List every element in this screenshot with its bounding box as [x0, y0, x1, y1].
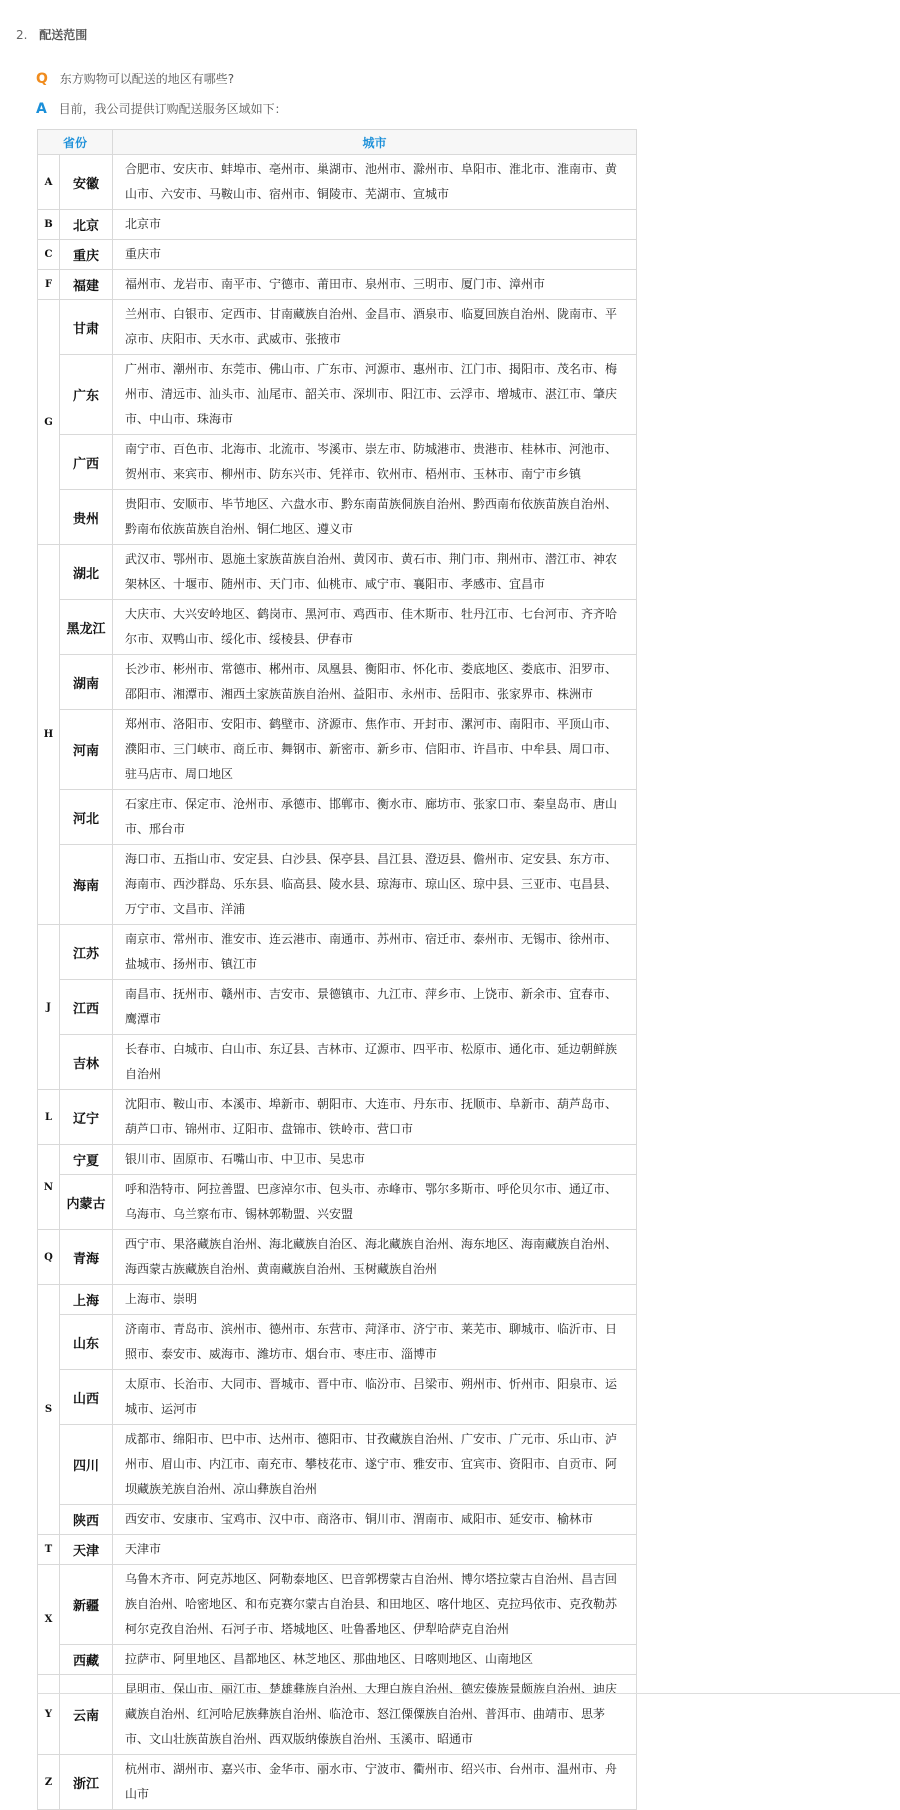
table-row: [38, 155, 637, 210]
province-cell: 山西: [60, 1370, 113, 1425]
province-cell: 福建: [60, 270, 113, 300]
table-row: [38, 1035, 637, 1090]
cities-cell: 武汉市、鄂州市、恩施土家族苗族自治州、黄冈市、黄石市、荆门市、荆州市、潜江市、神农架林区、十堰市、随州市、天门市、仙桃市、咸宁市、襄阳市、孝感市、宜昌市: [113, 545, 637, 600]
section-heading: [16, 26, 87, 43]
group-letter: Z: [38, 1755, 60, 1810]
section-number: 2.: [16, 28, 28, 42]
province-cell: 河南: [60, 710, 113, 790]
table-row: [38, 980, 637, 1035]
province-cell: 江西: [60, 980, 113, 1035]
table-row: [38, 490, 637, 545]
table-body: [38, 155, 637, 1810]
table-row: [38, 545, 637, 600]
cities-cell: 西安市、安康市、宝鸡市、汉中市、商洛市、铜川市、渭南市、咸阳市、延安市、榆林市: [113, 1505, 637, 1535]
cities-cell: 南昌市、抚州市、赣州市、吉安市、景德镇市、九江市、萍乡市、上饶市、新余市、宜春市、鹰潭市: [113, 980, 637, 1035]
cities-cell: 天津市: [113, 1535, 637, 1565]
city-column-header: 城市: [113, 130, 637, 155]
cities-cell: 广州市、潮州市、东莞市、佛山市、广东市、河源市、惠州市、江门市、揭阳市、茂名市、梅州市、清远市、汕头市、汕尾市、韶关市、深圳市、阳江市、云浮市、增城市、湛江市、肇庆市、中山市、珠海市: [113, 355, 637, 435]
answer-text: 目前，我公司提供订购配送服务区域如下：: [58, 102, 287, 116]
question-text: 东方购物可以配送的地区有哪些?: [59, 72, 235, 86]
group-letter: Y: [38, 1675, 60, 1755]
a-mark: A: [36, 101, 47, 117]
group-letter: A: [38, 155, 60, 210]
table-row: [38, 435, 637, 490]
table-header-row: [38, 130, 637, 155]
group-letter: J: [38, 925, 60, 1090]
province-cell: 山东: [60, 1315, 113, 1370]
table-row: [38, 710, 637, 790]
group-letter: X: [38, 1565, 60, 1675]
group-letter: T: [38, 1535, 60, 1565]
cities-cell: 沈阳市、鞍山市、本溪市、埠新市、朝阳市、大连市、丹东市、抚顺市、阜新市、葫芦岛市、葫芦口市、锦州市、辽阳市、盘锦市、铁岭市、营口市: [113, 1090, 637, 1145]
table-row: [38, 655, 637, 710]
province-cell: 四川: [60, 1425, 113, 1505]
table-row: [38, 845, 637, 925]
province-cell: 广东: [60, 355, 113, 435]
question-row: [36, 70, 234, 87]
table-row: [38, 790, 637, 845]
province-cell: 上海: [60, 1285, 113, 1315]
province-cell: 陕西: [60, 1505, 113, 1535]
cities-cell: 大庆市、大兴安岭地区、鹤岗市、黑河市、鸡西市、佳木斯市、牡丹江市、七台河市、齐齐哈尔市、双鸭山市、绥化市、绥棱县、伊春市: [113, 600, 637, 655]
table-row: [38, 1090, 637, 1145]
table-row: [38, 1145, 637, 1175]
cities-cell: 郑州市、洛阳市、安阳市、鹤壁市、济源市、焦作市、开封市、漯河市、南阳市、平顶山市、濮阳市、三门峡市、商丘市、舞钢市、新密市、新乡市、信阳市、许昌市、中牟县、周口市、驻马店市、周口地区: [113, 710, 637, 790]
province-cell: 新疆: [60, 1565, 113, 1645]
cities-cell: 海口市、五指山市、安定县、白沙县、保亭县、昌江县、澄迈县、儋州市、定安县、东方市、海南市、西沙群岛、乐东县、临高县、陵水县、琼海市、琼山区、琼中县、三亚市、屯昌县、万宁市、文昌市、洋浦: [113, 845, 637, 925]
table-row: [38, 1675, 637, 1755]
cities-cell: 重庆市: [113, 240, 637, 270]
cities-cell: 石家庄市、保定市、沧州市、承德市、邯郸市、衡水市、廊坊市、张家口市、秦皇岛市、唐山市、邢台市: [113, 790, 637, 845]
province-cell: 浙江: [60, 1755, 113, 1810]
table-row: [38, 1370, 637, 1425]
cities-cell: 上海市、崇明: [113, 1285, 637, 1315]
table-row: [38, 1535, 637, 1565]
cities-cell: 乌鲁木齐市、阿克苏地区、阿勒泰地区、巴音郭楞蒙古自治州、博尔塔拉蒙古自治州、昌吉回族自治州、哈密地区、和布克赛尔蒙古自治县、和田地区、喀什地区、克拉玛依市、克孜勒苏柯尔克孜自治州、石河子市、塔城地区、吐鲁番地区、伊犁哈萨克自治州: [113, 1565, 637, 1645]
cities-cell: 拉萨市、阿里地区、昌都地区、林芝地区、那曲地区、日喀则地区、山南地区: [113, 1645, 637, 1675]
cities-cell: 贵阳市、安顺市、毕节地区、六盘水市、黔东南苗族侗族自治州、黔西南布依族苗族自治州、黔南布依族苗族自治州、铜仁地区、遵义市: [113, 490, 637, 545]
table-row: [38, 1230, 637, 1285]
cities-cell: 西宁市、果洛藏族自治州、海北藏族自治区、海北藏族自治州、海东地区、海南藏族自治州、海西蒙古族藏族自治州、黄南藏族自治州、玉树藏族自治州: [113, 1230, 637, 1285]
province-cell: 吉林: [60, 1035, 113, 1090]
table-row: [38, 270, 637, 300]
province-cell: 甘肃: [60, 300, 113, 355]
table-row: [38, 1315, 637, 1370]
cities-cell: 银川市、固原市、石嘴山市、中卫市、吴忠市: [113, 1145, 637, 1175]
province-cell: 河北: [60, 790, 113, 845]
province-cell: 黑龙江: [60, 600, 113, 655]
group-letter: Q: [38, 1230, 60, 1285]
cities-cell: 合肥市、安庆市、蚌埠市、亳州市、巢湖市、池州市、滁州市、阜阳市、淮北市、淮南市、黄山市、六安市、马鞍山市、宿州市、铜陵市、芜湖市、宣城市: [113, 155, 637, 210]
cities-cell: 呼和浩特市、阿拉善盟、巴彦淖尔市、包头市、赤峰市、鄂尔多斯市、呼伦贝尔市、通辽市、乌海市、乌兰察布市、锡林郭勒盟、兴安盟: [113, 1175, 637, 1230]
cities-cell: 成都市、绵阳市、巴中市、达州市、德阳市、甘孜藏族自治州、广安市、广元市、乐山市、泸州市、眉山市、内江市、南充市、攀枝花市、遂宁市、雅安市、宜宾市、资阳市、自贡市、阿坝藏族羌族自治州、凉山彝族自治州: [113, 1425, 637, 1505]
province-cell: 海南: [60, 845, 113, 925]
province-cell: 湖南: [60, 655, 113, 710]
cities-cell: 兰州市、白银市、定西市、甘南藏族自治州、金昌市、酒泉市、临夏回族自治州、陇南市、平凉市、庆阳市、天水市、武威市、张掖市: [113, 300, 637, 355]
table-row: [38, 600, 637, 655]
province-cell: 宁夏: [60, 1145, 113, 1175]
province-cell: 内蒙古: [60, 1175, 113, 1230]
cities-cell: 福州市、龙岩市、南平市、宁德市、莆田市、泉州市、三明市、厦门市、漳州市: [113, 270, 637, 300]
cities-cell: 太原市、长治市、大同市、晋城市、晋中市、临汾市、吕梁市、朔州市、忻州市、阳泉市、运城市、运河市: [113, 1370, 637, 1425]
cities-cell: 长沙市、彬州市、常德市、郴州市、凤凰县、衡阳市、怀化市、娄底地区、娄底市、汨罗市、邵阳市、湘潭市、湘西土家族苗族自治州、益阳市、永州市、岳阳市、张家界市、株洲市: [113, 655, 637, 710]
group-letter: N: [38, 1145, 60, 1230]
table-row: [38, 240, 637, 270]
cities-cell: 济南市、青岛市、滨州市、德州市、东营市、菏泽市、济宁市、莱芜市、聊城市、临沂市、日照市、泰安市、威海市、潍坊市、烟台市、枣庄市、淄博市: [113, 1315, 637, 1370]
q-mark: Q: [36, 71, 48, 87]
province-cell: 广西: [60, 435, 113, 490]
group-letter: F: [38, 270, 60, 300]
table-row: [38, 1755, 637, 1810]
cities-cell: 北京市: [113, 210, 637, 240]
table-row: [38, 925, 637, 980]
province-cell: 安徽: [60, 155, 113, 210]
group-letter: H: [38, 545, 60, 925]
cities-cell: 昆明市、保山市、丽江市、楚雄彝族自治州、大理白族自治州、德宏傣族景颇族自治州、迪庆藏族自治州、红河哈尼族彝族自治州、临沧市、怒江傈僳族自治州、普洱市、曲靖市、思茅市、文山壮族苗族自治州、西双版纳傣族自治州、玉溪市、昭通市: [113, 1675, 637, 1755]
group-letter: B: [38, 210, 60, 240]
province-column-header: 省份: [38, 130, 113, 155]
province-cell: 北京: [60, 210, 113, 240]
table-row: [38, 1285, 637, 1315]
group-letter: C: [38, 240, 60, 270]
table-row: [38, 1505, 637, 1535]
province-cell: 江苏: [60, 925, 113, 980]
cities-cell: 南京市、常州市、淮安市、连云港市、南通市、苏州市、宿迁市、泰州市、无锡市、徐州市、盐城市、扬州市、镇江市: [113, 925, 637, 980]
group-letter: L: [38, 1090, 60, 1145]
cities-cell: 杭州市、湖州市、嘉兴市、金华市、丽水市、宁波市、衢州市、绍兴市、台州市、温州市、舟山市: [113, 1755, 637, 1810]
group-letter: G: [38, 300, 60, 545]
table-row: [38, 1175, 637, 1230]
province-cell: 云南: [60, 1675, 113, 1755]
province-cell: 湖北: [60, 545, 113, 600]
table-row: [38, 210, 637, 240]
province-cell: 天津: [60, 1535, 113, 1565]
province-cell: 西藏: [60, 1645, 113, 1675]
table-row: [38, 300, 637, 355]
group-letter: S: [38, 1285, 60, 1535]
bottom-divider: [37, 1693, 900, 1694]
table-row: [38, 1645, 637, 1675]
province-cell: 青海: [60, 1230, 113, 1285]
province-cell: 辽宁: [60, 1090, 113, 1145]
province-cell: 贵州: [60, 490, 113, 545]
province-cell: 重庆: [60, 240, 113, 270]
cities-cell: 南宁市、百色市、北海市、北流市、岑溪市、崇左市、防城港市、贵港市、桂林市、河池市、贺州市、来宾市、柳州市、防东兴市、凭祥市、钦州市、梧州市、玉林市、南宁市乡镇: [113, 435, 637, 490]
table-row: [38, 355, 637, 435]
section-title: 配送范围: [39, 28, 88, 42]
table-row: [38, 1425, 637, 1505]
table-row: [38, 1565, 637, 1645]
cities-cell: 长春市、白城市、白山市、东辽县、吉林市、辽源市、四平市、松原市、通化市、延边朝鲜族自治州: [113, 1035, 637, 1090]
answer-row: [36, 100, 287, 117]
delivery-area-table: [37, 129, 637, 1810]
